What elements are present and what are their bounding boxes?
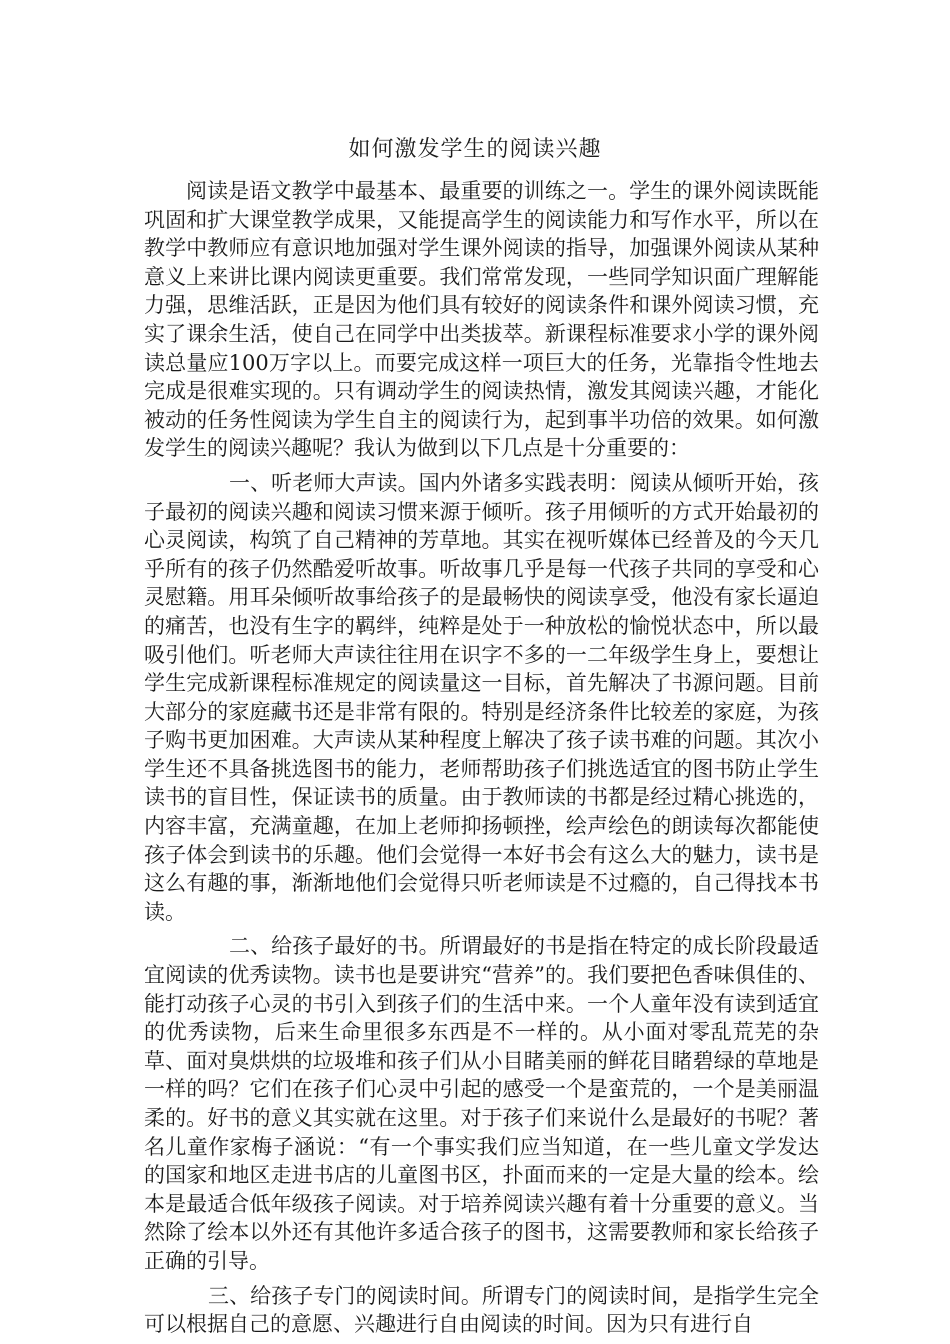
document-title: 如何激发学生的阅读兴趣 xyxy=(348,137,602,162)
document-body xyxy=(144,177,819,1339)
paragraph-intro: 阅读是语文教学中最基本、最重要的训练之一。学生的课外阅读既能巩固和扩大课堂教学成果，又能提高学生的阅读能力和写作水平，所以在教学中教师应有意识地加强对学生课外阅读的指导，加强课外阅读从某种意义上来讲比课内阅读更重要。我们常常发现，一些同学知识面广理解能力强，思维活跃，正是因为他们具有较好的阅读条件和课外阅读习惯，充实了课余生活，使自己在同学中出类拔萃。新课程标准要求小学的课外阅读总量应100万字以上。而要完成这样一项巨大的任务，光靠指令性地去完成是很难实现的。只有调动学生的阅读热情，激发其阅读兴趣，才能化被动的任务性阅读为学生自主的阅读行为，起到事半功倍的效果。如何激发学生的阅读兴趣呢？我认为做到以下几点是十分重要的： xyxy=(144,179,819,461)
paragraph-section-3: 三、给孩子专门的阅读时间。所谓专门的阅读时间，是指学生完全可以根据自己的意愿、兴趣进行自由阅读的时间。因为只有进行自 xyxy=(144,1283,819,1337)
paragraph-section-2: 二、给孩子最好的书。所谓最好的书是指在特定的成长阶段最适宜阅读的优秀读物。读书也是要讲究“营养”的。我们要把色香味俱佳的、能打动孩子心灵的书引入到孩子们的生活中来。一个人童年没有读到适宜的优秀读物，后来生命里很多东西是不一样的。从小面对零乱荒芜的杂草、面对臭烘烘的垃圾堆和孩子们从小目睹美丽的鲜花目睹碧绿的草地是一样的吗？它们在孩子们心灵中引起的感受一个是蛮荒的，一个是美丽温柔的。好书的意义其实就在这里。对于孩子们来说什么是最好的书呢？著名儿童作家梅子涵说：“有一个事实我们应当知道，在一些儿童文学发达的国家和地区走进书店的儿童图书区，扑面而来的一定是大量的绘本。绘本是最适合低年级孩子阅读。对于培养阅读兴趣有着十分重要的意义。当然除了绘本以外还有其他许多适合孩子的图书，这需要教师和家长给孩子正确的引导。 xyxy=(144,934,819,1273)
paragraph-section-1: 一、听老师大声读。国内外诸多实践表明：阅读从倾听开始，孩子最初的阅读兴趣和阅读习惯来源于倾听。孩子用倾听的方式开始最初的心灵阅读，构筑了自己精神的芳草地。其实在视听媒体已经普及的今天几乎所有的孩子仍然酷爱听故事。听故事几乎是每一代孩子共同的享受和心灵慰籍。用耳朵倾听故事给孩子的是最畅快的阅读享受，他没有家长逼迫的痛苦，也没有生字的羁绊，纯粹是处于一种放松的愉悦状态中，所以最吸引他们。听老师大声读往往用在识字不多的一二年级学生身上，要想让学生完成新课程标准规定的阅读量这一目标，首先解决了书源问题。目前大部分的家庭藏书还是非常有限的。特别是经济条件比较差的家庭，为孩子购书更加困难。大声读从某种程度上解决了孩子读书难的问题。其次小学生还不具备挑选图书的能力，老师帮助孩子们挑选适宜的图书防止学生读书的盲目性，保证读书的质量。由于教师读的书都是经过精心挑选的，内容丰富，充满童趣，在加上老师抑扬顿挫，绘声绘色的朗读每次都能使孩子体会到读书的乐趣。他们会觉得一本好书会有这么大的魅力，读书是这么有趣的事，渐渐地他们会觉得只听老师读是不过瘾的，自己得找本书读。 xyxy=(144,470,819,924)
